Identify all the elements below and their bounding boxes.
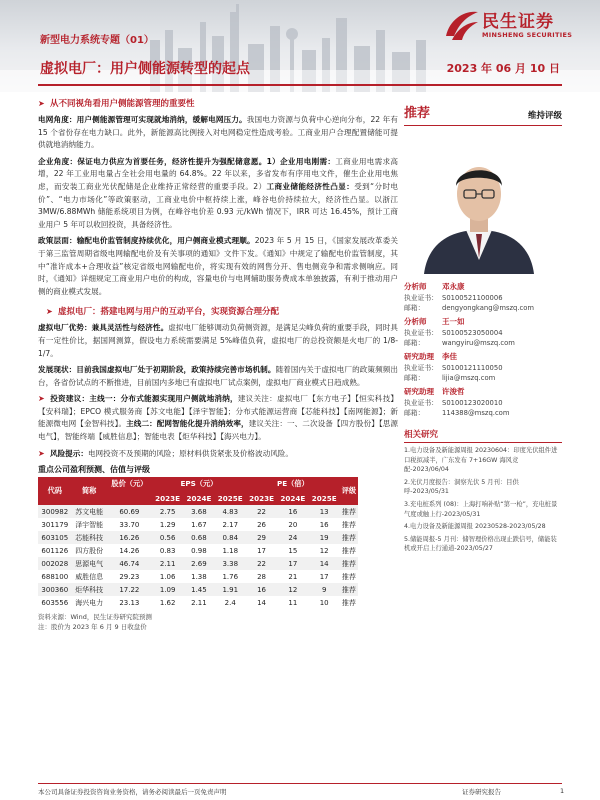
- table-row: 002028 思源电气 46.74 2.11 2.69 3.38 22 17 14 推荐: [38, 557, 358, 570]
- table-row: 301179 泽宇智能 33.70 1.29 1.67 2.17 26 20 16 推荐: [41, 520, 356, 529]
- footer-report-type: 证券研究报告: [462, 788, 501, 796]
- rating-status: 维持评级: [527, 111, 562, 121]
- col-price: 股价（元）: [111, 479, 148, 489]
- analyst-entry: 分析师 邓永康 执业证书： S0100521100006 邮箱： dengyongkang@mszq.com: [404, 282, 535, 312]
- arrow-icon: ➤: [38, 448, 45, 458]
- forecast-table: [38, 477, 358, 609]
- logo-text-cn: 民生证券: [482, 12, 554, 32]
- paragraph-policy: 政策层面：输配电价监管制度持续优化，用户侧商业模式理顺。2023 年 5 月 15 日，《国家发展改革委关于第三监管周期省级电网输配电价及有关事项的通知》文件下发。《通知》中规定了输配电价监管制度，其中“准许成本+合理收益”核定省级电网输配电价，将实现有效的网售分开、售电侧竞争和需求侧响应。同时，《通知》详细规定工商业用户电价的构成，容量电价与电网辅助服务费成本单独披露，有利于推动用户侧的商业模式发展。: [38, 236, 399, 296]
- table-row: 603105 芯能科技 16.26 0.56 0.68 0.84 29 24 19 推荐: [38, 531, 358, 544]
- header-divider: [38, 84, 562, 86]
- main-content: [38, 96, 398, 632]
- col-pe-2024: 2024E: [280, 493, 306, 503]
- arrow-icon: ➤: [46, 306, 53, 316]
- paragraph-vpp-advantage: 虚拟电厂优势：兼具灵活性与经济性。虚拟电厂能够调动负荷侧资源，是满足尖峰负荷的重要手段，同时具有一定性价比，据国网测算，假设电力系统需要满足 5%峰值负荷，虚拟电厂的总投资额是火电厂的 1/8-1/7。: [38, 323, 399, 358]
- related-research-link[interactable]: 3.充电桩系列 (08)：上海打响补贴“第一枪”，充电桩景气度或触上行-2023/05/31: [404, 500, 558, 518]
- table-row: 688100 威胜信息 29.23 1.06 1.38 1.76 28 21 17 推荐: [41, 572, 356, 581]
- section-heading: ➤ 从不同视角看用户侧能源管理的重要性: [38, 98, 195, 109]
- related-research-link[interactable]: 1.电力设备及新能源周报 20230604：印度光伏组件进口税拟减半，广东发布 7+16GW 海风竞配-2023/06/04: [404, 447, 558, 474]
- arrow-icon: ➤: [38, 394, 45, 404]
- analyst-email-link[interactable]: lijia@mszq.com: [442, 374, 496, 382]
- paragraph-grid: 电网角度：用户侧能源管理可实现就地消纳，缓解电网压力。我国电力资源与负荷中心逆向分布，22 年有 15 个省份存在电力缺口。此外，新能源高比例接入对电网稳定性造成考验。工商业用户合理配置储能可提供就地消纳能力。: [38, 115, 398, 150]
- footer-divider: [38, 783, 562, 784]
- related-research-link[interactable]: 2.光伏月度报告：洞察光伏 5 月刊：目供呼-2023/05/31: [404, 478, 519, 496]
- rating-box: [404, 96, 562, 126]
- table-row: 601126 四方股份 14.26 0.83 0.98 1.18 17 15 12 推荐: [41, 546, 356, 555]
- arrow-icon: ➤: [38, 98, 45, 108]
- analyst-photo: [404, 134, 554, 274]
- report-title: 虚拟电厂：用户侧能源转型的起点: [40, 61, 250, 77]
- table-row: 300360 炬华科技 17.22 1.09 1.45 1.91 16 12 9 推荐: [38, 583, 358, 596]
- table-source-note: 资料来源：Wind，民生证券研究院预测 注：股价为 2023 年 6 月 9 日收盘价: [38, 613, 152, 632]
- col-pe-2023: 2023E: [249, 493, 274, 503]
- col-eps: EPS（元）: [180, 479, 218, 489]
- table-row: 300982 苏文电能 60.69 2.75 3.68 4.83 22 16 13 推荐: [38, 505, 358, 518]
- section-heading: ➤ 虚拟电厂：搭建电网与用户的互动平台，实现资源合理分配: [46, 306, 280, 318]
- paragraph-investment: ➤ 投资建议：主线一：分布式能源实现用户侧就地消纳，建议关注：虚拟电厂【东方电子】【恒实科技】【安科瑞】；EPCO 模式服务商【苏文电能】【泽宇智能】；分布式能源运营商【芯能科技】【南网能源】；新能源微电网【金智科技】。主线二：配网智能化提升消纳效率，建议关注：一、二次设备【四方股份】【思源电气】，智能终端【威胜信息】；智能电表【炬华科技】【海兴电力】。: [38, 394, 399, 442]
- table-row: 603556 海兴电力 23.13 1.62 2.11 2.4 14 11 10 推荐: [41, 598, 356, 607]
- analyst-list: [404, 281, 562, 418]
- footer-disclaimer: 本公司具备证券投资咨询业务资格，请务必阅读最后一页免责声明: [38, 788, 227, 796]
- col-pe: PE（倍）: [276, 479, 309, 489]
- analyst-email-link[interactable]: 114388@mszq.com: [442, 409, 510, 417]
- paragraph-status: 发展现状：目前我国虚拟电厂处于初期阶段，政策持续完善市场机制。随着国内关于虚拟电厂的政策频频出台，各省份试点的不断推进，目前国内多地已有虚拟电厂试点案例，虚拟电厂商业模式日趋成熟。: [38, 365, 399, 387]
- logo-text-en: MINSHENG SECURITIES: [482, 31, 573, 39]
- sidebar: [404, 96, 562, 554]
- table-header-row: [38, 477, 358, 491]
- report-series: 新型电力系统专题（01）: [40, 35, 154, 46]
- analyst-entry: 研究助理 李佳 执业证书： S0100121110050 邮箱： lijia@mszq.com: [404, 352, 503, 382]
- col-eps-2023: 2023E: [155, 493, 181, 503]
- paragraph-enterprise: 企业角度：保证电力供应为首要任务，经济性提升为强配储意愿。1）企业用电刚需：工商业用电需求高增，22 年工业用电量占全社会用电量的 64.8%。22 年以来，多省发布有序用电文件，催生企业用电焦虑，而安装工商业光伏配储是企业维持正常经营的重要手段。2）工商业储能经济性凸显：受到“分时电价”、“电力市场化”等政策驱动，工商业电价中枢持续上涨，峰谷电价持续拉大，经济性凸显。以浙江 3MW/6.88MWh 储能系统项目为例，在峰谷电价差 0.93 元/kWh 情况下，IRR 可达 16.45%，预计工商业用户 5 年可以收回投资，具备经济性。: [38, 156, 399, 229]
- paragraph-risk: ➤ 风险提示：电网投资不及预期的风险；原材料供货紧张及价格波动风险。: [38, 448, 398, 461]
- col-code: 代码: [47, 486, 62, 496]
- page-number: 1: [560, 787, 565, 795]
- related-research-link[interactable]: 5.储能周报-5 月刊：储智理价格出现止跌信号，储能装机或开启上行通道-2023/05/27: [404, 535, 557, 553]
- rating-label: 推荐: [404, 106, 431, 121]
- col-eps-2025: 2025E: [217, 493, 243, 503]
- analyst-entry: 分析师 王一如 执业证书： S0100523050004 邮箱： wangyiru@mszq.com: [404, 317, 515, 347]
- col-rating: 评级: [341, 486, 357, 496]
- related-research-heading: 相关研究: [404, 428, 562, 443]
- col-eps-2024: 2024E: [186, 493, 212, 503]
- analyst-email-link[interactable]: dengyongkang@mszq.com: [442, 304, 535, 312]
- table-title: 重点公司盈利预测、估值与评级: [38, 465, 150, 475]
- report-date: 2023 年 06 月 10 日: [446, 62, 560, 75]
- analyst-email-link[interactable]: wangyiru@mszq.com: [442, 339, 515, 347]
- col-pe-2025: 2025E: [311, 493, 337, 503]
- related-research-link[interactable]: 4.电力设备及新能源周报 20230528-2023/05/28: [404, 523, 546, 531]
- header-banner: [0, 0, 600, 92]
- company-logo: [440, 6, 590, 46]
- logo-mark-icon: [440, 6, 480, 44]
- col-name: 简称: [81, 486, 97, 496]
- analyst-entry: 研究助理 许浚哲 执业证书： S0100123020010 邮箱： 114388@mszq.com: [404, 387, 510, 417]
